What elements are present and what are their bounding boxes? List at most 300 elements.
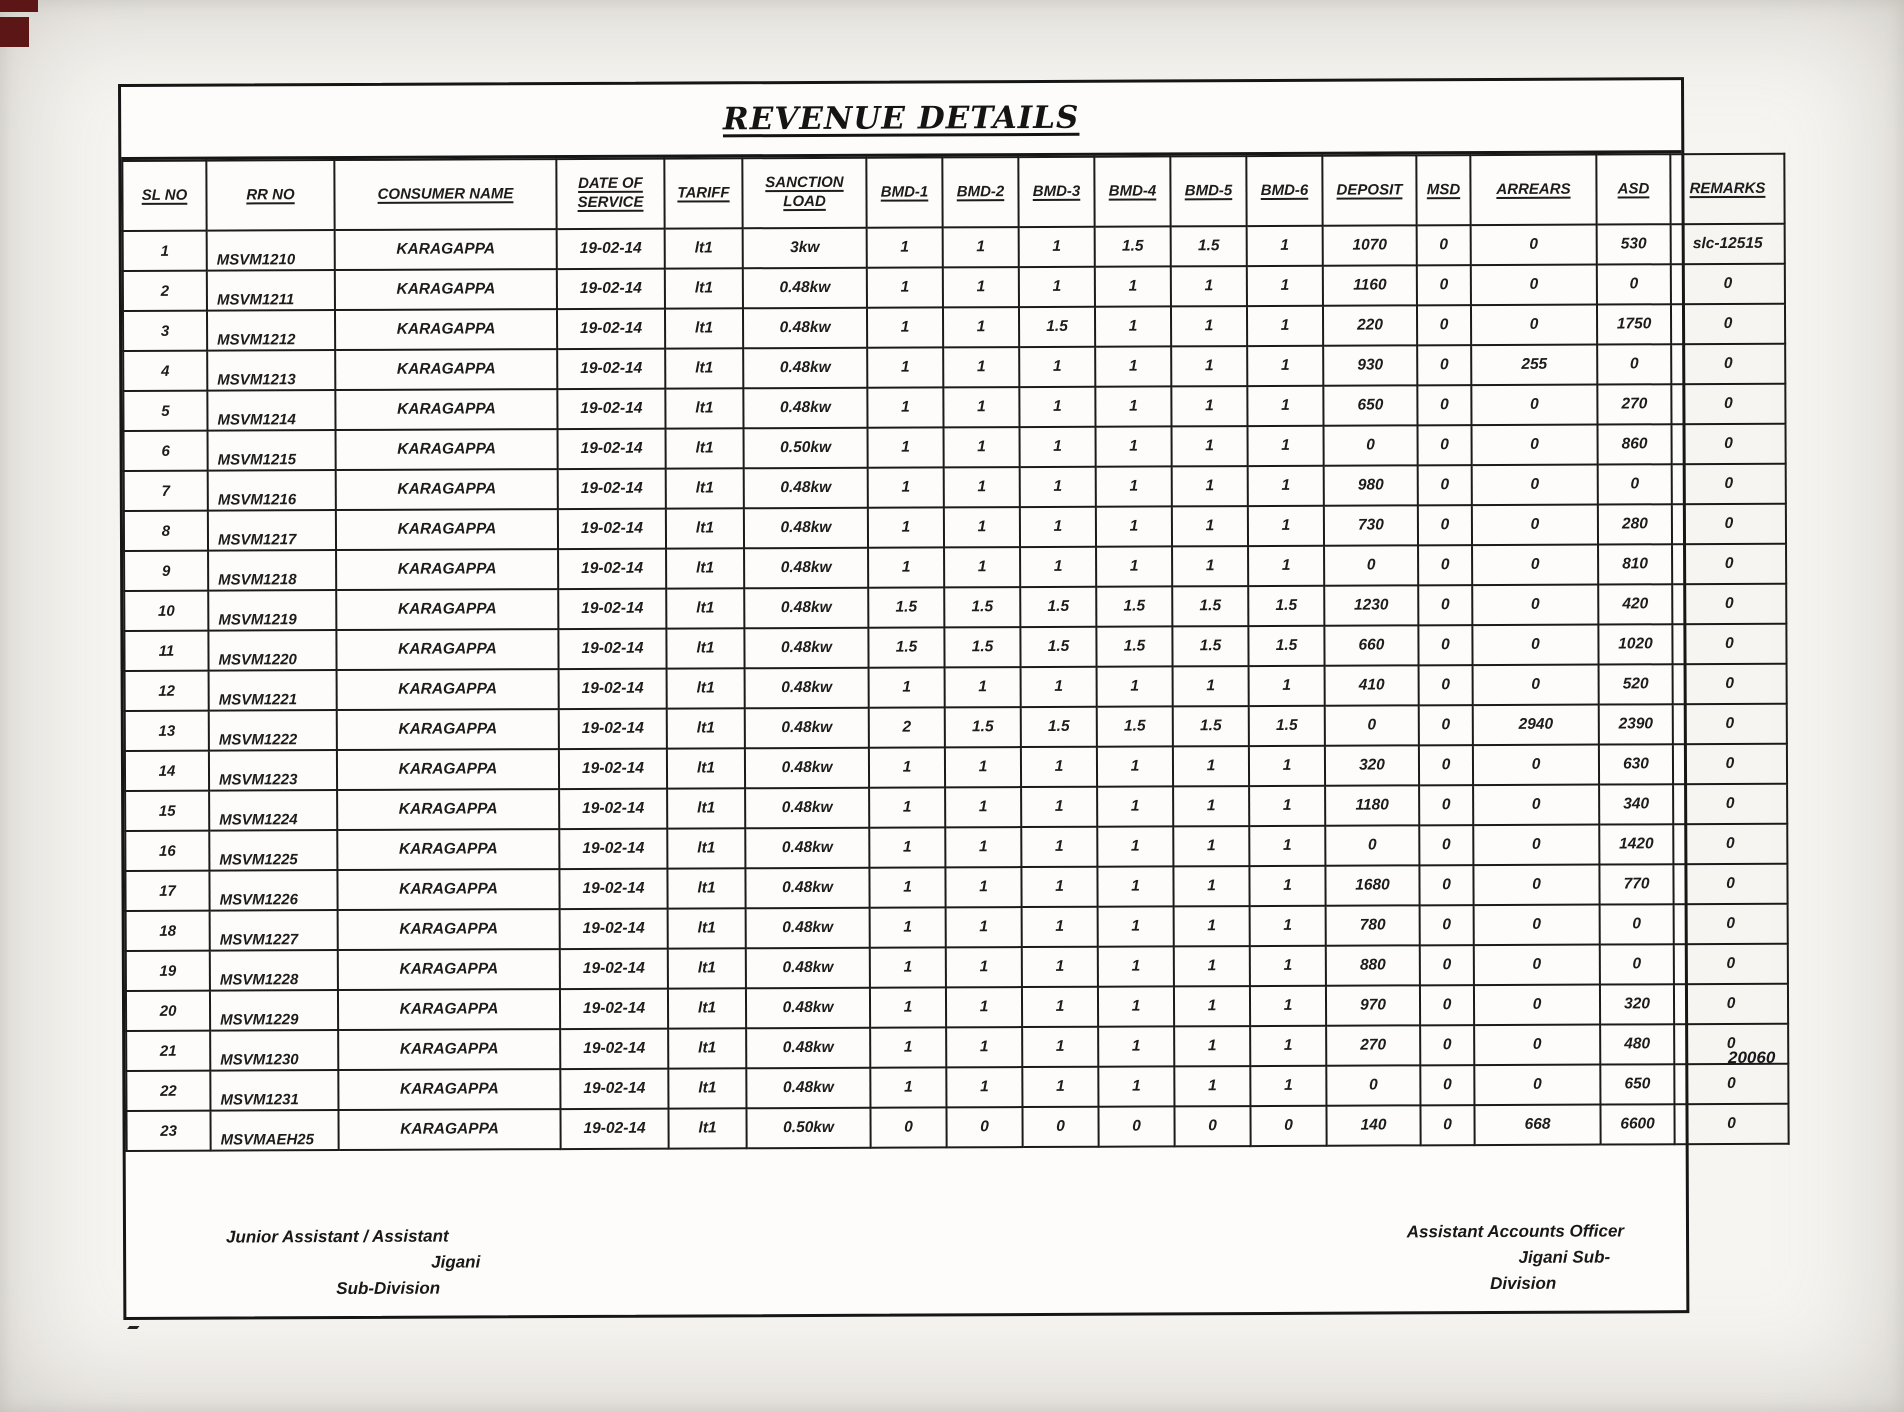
table-cell: 0 — [1419, 825, 1473, 865]
table-cell: 1 — [870, 907, 946, 947]
table-cell: 0 — [1600, 944, 1674, 984]
binding-mark-icon — [0, 0, 38, 12]
table-cell: 13 — [125, 711, 209, 751]
table-cell: 0 — [1174, 1106, 1250, 1146]
table-cell: MSVM1211 — [207, 270, 335, 311]
table-cell: 1 — [943, 307, 1019, 347]
table-cell: lt1 — [665, 388, 743, 428]
column-header: SANCTION LOAD — [742, 158, 866, 229]
table-cell: 0 — [1474, 905, 1600, 946]
table-cell: MSVM1228 — [210, 950, 338, 991]
table-cell: 1 — [1174, 1066, 1250, 1106]
table-cell: 1.5 — [1096, 586, 1172, 626]
table-cell: 0.48kw — [743, 268, 867, 309]
table-cell: 0.48kw — [745, 708, 869, 749]
table-cell: 1 — [1250, 1066, 1326, 1106]
table-cell: 1 — [943, 387, 1019, 427]
table-cell: 19-02-14 — [559, 669, 667, 709]
table-cell: 0 — [1419, 785, 1473, 825]
table-cell: 0.48kw — [746, 1068, 870, 1109]
table-cell: 1230 — [1324, 585, 1418, 625]
table-cell: 140 — [1326, 1105, 1420, 1145]
table-cell: 1 — [1249, 866, 1325, 906]
table-cell: 1 — [1021, 667, 1097, 707]
table-cell: 1 — [1247, 346, 1323, 386]
table-cell: MSVM1230 — [210, 1030, 338, 1071]
table-cell: 0 — [1419, 865, 1473, 905]
table-cell: 19-02-14 — [560, 1069, 668, 1109]
table-cell: 1 — [1247, 306, 1323, 346]
table-cell: 0 — [1417, 305, 1471, 345]
table-cell: 0 — [1673, 664, 1787, 704]
table-cell: 1 — [946, 907, 1022, 947]
table-cell: 0 — [1324, 545, 1418, 585]
table-cell: 0 — [1673, 864, 1787, 904]
table-cell: 0 — [1417, 265, 1471, 305]
table-cell: lt1 — [666, 548, 744, 588]
table-cell: 0 — [1472, 465, 1598, 506]
table-cell: 730 — [1324, 505, 1418, 545]
table-cell: 0 — [1674, 1024, 1788, 1064]
table-cell: 19-02-14 — [560, 989, 668, 1029]
table-cell: 1 — [1172, 426, 1248, 466]
table-cell: 19-02-14 — [559, 789, 667, 829]
table-cell: MSVM1225 — [209, 830, 337, 871]
table-cell: 780 — [1326, 905, 1420, 945]
table-cell: 5 — [123, 391, 207, 431]
table-cell: lt1 — [667, 748, 745, 788]
table-cell: KARAGAPPA — [338, 949, 560, 990]
table-cell: 1 — [1250, 946, 1326, 986]
table-cell: 19-02-14 — [558, 429, 666, 469]
table-cell: 1.5 — [1171, 226, 1247, 266]
table-cell: 1 — [1173, 666, 1249, 706]
column-header: BMD-4 — [1094, 156, 1170, 226]
table-cell: 1 — [1020, 547, 1096, 587]
table-cell: MSVM1217 — [208, 510, 336, 551]
table-cell: 11 — [124, 631, 208, 671]
table-cell: lt1 — [667, 828, 745, 868]
table-cell: 1 — [946, 987, 1022, 1027]
table-cell: 18 — [126, 911, 210, 951]
table-cell: 480 — [1600, 1024, 1674, 1064]
table-cell: 1 — [1250, 1026, 1326, 1066]
table-cell: 1 — [869, 827, 945, 867]
pen-tick-mark — [127, 1322, 143, 1329]
table-cell: 12 — [125, 671, 209, 711]
table-cell: 0 — [1471, 305, 1597, 346]
signature-place-right: Jigani Sub- — [1518, 1247, 1611, 1267]
table-cell: 0 — [1674, 984, 1788, 1024]
table-cell: 970 — [1326, 985, 1420, 1025]
table-cell: 1 — [1249, 786, 1325, 826]
table-cell: 1 — [1173, 826, 1249, 866]
table-cell: 0 — [1418, 465, 1472, 505]
revenue-table — [121, 153, 1789, 1152]
table-cell: lt1 — [665, 348, 743, 388]
table-cell: 1 — [1247, 386, 1323, 426]
table-cell: 650 — [1600, 1064, 1674, 1104]
table-cell: 1.5 — [1173, 706, 1249, 746]
table-cell: lt1 — [668, 908, 746, 948]
table-cell: KARAGAPPA — [336, 429, 558, 470]
table-cell: 1 — [867, 307, 943, 347]
signature-block-right — [1344, 1218, 1624, 1297]
table-cell: 0 — [1673, 784, 1787, 824]
table-cell: 1 — [1019, 267, 1095, 307]
table-cell: 1.5 — [1172, 586, 1248, 626]
table-cell: MSVM1215 — [208, 430, 336, 471]
column-header: RR NO — [206, 160, 334, 231]
table-cell: 0.48kw — [743, 308, 867, 349]
table-cell: 0 — [1472, 505, 1598, 546]
table-cell: 6600 — [1600, 1104, 1674, 1144]
table-cell: KARAGAPPA — [337, 869, 559, 910]
table-cell: 19-02-14 — [558, 549, 666, 589]
column-header: BMD-2 — [942, 157, 1018, 227]
table-cell: 0.48kw — [746, 1028, 870, 1069]
table-cell: MSVM1220 — [208, 630, 336, 671]
table-cell: KARAGAPPA — [336, 589, 558, 630]
table-cell: 19-02-14 — [559, 709, 667, 749]
table-cell: 0 — [1419, 705, 1473, 745]
signature-title-right: Assistant Accounts Officer — [1406, 1221, 1625, 1242]
table-cell: 22 — [126, 1071, 210, 1111]
table-cell: MSVM1229 — [210, 990, 338, 1031]
table-cell: 1 — [1250, 906, 1326, 946]
table-cell: 0.48kw — [743, 388, 867, 429]
table-cell: lt1 — [668, 948, 746, 988]
table-cell: 0 — [1418, 425, 1472, 465]
table-cell: KARAGAPPA — [336, 509, 558, 550]
table-cell: 0 — [1600, 904, 1674, 944]
table-cell: 1 — [1022, 987, 1098, 1027]
table-cell: 1 — [1173, 866, 1249, 906]
table-cell: 1 — [1173, 746, 1249, 786]
table-cell: 1 — [1098, 986, 1174, 1026]
table-cell: MSVM1212 — [207, 310, 335, 351]
table-cell: lt1 — [668, 1108, 746, 1148]
table-cell: lt1 — [667, 708, 745, 748]
table-cell: 4 — [123, 351, 207, 391]
table-cell: 1.5 — [1248, 626, 1324, 666]
table-cell: 1 — [1021, 827, 1097, 867]
table-cell: 19-02-14 — [557, 389, 665, 429]
table-cell: 0 — [1671, 304, 1785, 344]
table-cell: 1 — [945, 667, 1021, 707]
table-cell: 1.5 — [1020, 627, 1096, 667]
table-cell: 1.5 — [1095, 226, 1171, 266]
table-cell: 0 — [1326, 1065, 1420, 1105]
table-cell: MSVM1224 — [209, 790, 337, 831]
table-cell: 1 — [1174, 986, 1250, 1026]
table-cell: 17 — [125, 871, 209, 911]
table-cell: 2390 — [1599, 704, 1673, 744]
table-cell: 0 — [1672, 544, 1786, 584]
table-cell: 270 — [1326, 1025, 1420, 1065]
table-cell: 0 — [1672, 464, 1786, 504]
table-cell: 280 — [1598, 504, 1672, 544]
table-cell: 1.5 — [944, 627, 1020, 667]
table-cell: 0.50kw — [744, 428, 868, 469]
table-cell: KARAGAPPA — [338, 989, 560, 1030]
table-cell: 320 — [1600, 984, 1674, 1024]
table-cell: 0 — [1418, 625, 1472, 665]
page-title: REVENUE DETAILS — [722, 99, 1080, 138]
table-cell: 1 — [1173, 786, 1249, 826]
table-cell: 21 — [126, 1031, 210, 1071]
table-cell: lt1 — [666, 508, 744, 548]
table-cell: 0.48kw — [745, 828, 869, 869]
table-cell: 8 — [124, 511, 208, 551]
table-cell: 1 — [1174, 946, 1250, 986]
table-cell: 1 — [867, 267, 943, 307]
table-cell: 1 — [867, 227, 943, 267]
table-cell: 0 — [1325, 825, 1419, 865]
table-cell: 0.48kw — [745, 668, 869, 709]
table-cell: 1 — [1171, 306, 1247, 346]
column-header: BMD-3 — [1018, 157, 1094, 227]
table-cell: 0 — [1474, 1065, 1600, 1106]
table-cell: 1 — [1096, 426, 1172, 466]
table-cell: MSVM1227 — [210, 910, 338, 951]
column-header: DATE OF SERVICE — [556, 159, 664, 229]
table-cell: 19-02-14 — [558, 509, 666, 549]
table-cell: 1 — [1022, 1067, 1098, 1107]
table-cell: 860 — [1598, 424, 1672, 464]
table-cell: KARAGAPPA — [338, 1069, 560, 1110]
table-cell: 0 — [1472, 585, 1598, 626]
table-cell: 10 — [124, 591, 208, 631]
table-cell: 3 — [123, 311, 207, 351]
table-cell: 1.5 — [1172, 626, 1248, 666]
table-cell: MSVM1214 — [207, 390, 335, 431]
table-cell: 19-02-14 — [557, 309, 665, 349]
table-cell: 1 — [1248, 466, 1324, 506]
table-cell: 0 — [1418, 585, 1472, 625]
table-cell: 0 — [1597, 344, 1671, 384]
table-cell: 0 — [1673, 824, 1787, 864]
table-cell: 19-02-14 — [560, 949, 668, 989]
table-cell: 0 — [1472, 625, 1598, 666]
table-cell: 0 — [1473, 745, 1599, 786]
table-cell: 0 — [1471, 225, 1597, 266]
column-header: SL NO — [122, 161, 206, 231]
table-cell: 1 — [944, 427, 1020, 467]
table-cell: 0 — [1420, 945, 1474, 985]
table-cell: KARAGAPPA — [337, 749, 559, 790]
table-cell: 23 — [126, 1111, 210, 1151]
table-cell: 0 — [1473, 665, 1599, 706]
table-cell: 1.5 — [1020, 587, 1096, 627]
table-cell: 1 — [943, 347, 1019, 387]
table-cell: KARAGAPPA — [336, 629, 558, 670]
table-cell: 930 — [1323, 345, 1417, 385]
table-cell: 770 — [1599, 864, 1673, 904]
table-cell: 0 — [1420, 905, 1474, 945]
table-cell: 0 — [1420, 1105, 1474, 1145]
table-cell: 0 — [1673, 704, 1787, 744]
table-cell: 1180 — [1325, 785, 1419, 825]
table-cell: 1 — [1019, 387, 1095, 427]
table-cell: 1.5 — [944, 587, 1020, 627]
table-cell: KARAGAPPA — [335, 309, 557, 350]
table-cell: 0 — [1250, 1106, 1326, 1146]
table-cell: 0 — [1672, 584, 1786, 624]
table-cell: lt1 — [665, 268, 743, 308]
table-cell: 1 — [1097, 786, 1173, 826]
table-cell: 1 — [945, 867, 1021, 907]
table-cell: lt1 — [666, 468, 744, 508]
table-cell: 0.48kw — [744, 588, 868, 629]
table-cell: MSVM1218 — [208, 550, 336, 591]
signature-title-left: Junior Assistant / Assistant — [225, 1226, 449, 1247]
table-cell: KARAGAPPA — [335, 229, 557, 270]
table-cell: 2 — [869, 707, 945, 747]
table-cell: 0 — [1671, 264, 1785, 304]
table-cell: 0 — [1418, 505, 1472, 545]
table-cell: 19-02-14 — [557, 269, 665, 309]
table-cell: KARAGAPPA — [336, 469, 558, 510]
table-cell: 0 — [1671, 384, 1785, 424]
table-cell: 0.48kw — [744, 628, 868, 669]
table-cell: 1 — [1097, 666, 1173, 706]
table-cell: 0 — [1417, 385, 1471, 425]
table-cell: 1 — [1019, 227, 1095, 267]
table-cell: 0.48kw — [745, 868, 869, 909]
table-cell: 0 — [1671, 344, 1785, 384]
table-cell: 0.48kw — [744, 468, 868, 509]
table-cell: lt1 — [666, 428, 744, 468]
table-cell: 1 — [868, 467, 944, 507]
table-cell: 0 — [1473, 865, 1599, 906]
table-cell: 19-02-14 — [557, 349, 665, 389]
column-header: TARIFF — [664, 158, 742, 228]
table-cell: 0 — [1325, 705, 1419, 745]
table-cell: 1 — [1022, 1027, 1098, 1067]
table-cell: 270 — [1597, 384, 1671, 424]
table-cell: 650 — [1323, 385, 1417, 425]
column-header: BMD-1 — [866, 157, 942, 227]
column-header: BMD-6 — [1246, 156, 1322, 226]
table-cell: MSVM1222 — [209, 710, 337, 751]
table-cell: 0 — [1474, 985, 1600, 1026]
table-cell: MSVM1223 — [209, 750, 337, 791]
table-cell: 1420 — [1599, 824, 1673, 864]
table-cell: 1 — [1249, 666, 1325, 706]
table-cell: 1 — [945, 827, 1021, 867]
table-cell: 1 — [1095, 346, 1171, 386]
table-cell: 0 — [1672, 624, 1786, 664]
table-cell: 1 — [1020, 427, 1096, 467]
table-cell: 1 — [1095, 266, 1171, 306]
signature-division-right: Division — [1490, 1273, 1557, 1294]
table-cell: 1 — [1097, 866, 1173, 906]
table-cell: 14 — [125, 751, 209, 791]
column-header: ASD — [1596, 154, 1670, 224]
table-cell: 1 — [1174, 1026, 1250, 1066]
table-cell: 1.5 — [1248, 586, 1324, 626]
table-cell: 1.5 — [1097, 706, 1173, 746]
table-cell: 668 — [1474, 1105, 1600, 1146]
table-cell: 1 — [1098, 1066, 1174, 1106]
table-cell: 19-02-14 — [557, 229, 665, 269]
table-cell: 1 — [1171, 346, 1247, 386]
table-cell: 0 — [1674, 1064, 1788, 1104]
table-cell: 0 — [1672, 504, 1786, 544]
table-cell: MSVM1226 — [209, 870, 337, 911]
table-cell: 0 — [1473, 825, 1599, 866]
handwritten-total-note: 20060 — [1728, 1048, 1776, 1067]
table-cell: 1 — [869, 867, 945, 907]
table-cell: 0 — [1022, 1107, 1098, 1147]
table-cell: 1 — [870, 1067, 946, 1107]
table-head — [122, 154, 1784, 231]
table-cell: 0 — [1098, 1106, 1174, 1146]
table-cell: 0 — [1420, 985, 1474, 1025]
table-cell: 1.5 — [868, 627, 944, 667]
table-cell: 0 — [1674, 944, 1788, 984]
table-cell: KARAGAPPA — [337, 669, 559, 710]
table-row — [126, 1104, 1788, 1151]
table-cell: 1 — [1096, 466, 1172, 506]
table-cell: 19-02-14 — [560, 1029, 668, 1069]
table-cell: KARAGAPPA — [335, 389, 557, 430]
table-cell: 1 — [946, 1067, 1022, 1107]
table-cell: 0 — [1474, 945, 1600, 986]
table-cell: MSVM1219 — [208, 590, 336, 631]
table-cell: 0 — [1597, 264, 1671, 304]
table-cell: 19-02-14 — [558, 629, 666, 669]
table-cell: 19-02-14 — [558, 469, 666, 509]
table-cell: 0 — [1473, 785, 1599, 826]
table-cell: lt1 — [665, 308, 743, 348]
table-cell: 0 — [1417, 345, 1471, 385]
table-cell: MSVM1221 — [209, 670, 337, 711]
table-cell: 1 — [869, 667, 945, 707]
table-cell: lt1 — [665, 228, 743, 268]
signature-division-left: Sub-Division — [336, 1278, 441, 1299]
table-cell: 7 — [124, 471, 208, 511]
table-cell: 1 — [1174, 906, 1250, 946]
table-cell: 0 — [946, 1107, 1022, 1147]
table-cell: 1 — [870, 1027, 946, 1067]
table-cell: 1 — [946, 947, 1022, 987]
table-cell: 1 — [943, 227, 1019, 267]
table-cell: 1 — [1021, 747, 1097, 787]
table-cell: 1 — [1171, 386, 1247, 426]
table-cell: 1 — [943, 267, 1019, 307]
table-cell: 0 — [870, 1107, 946, 1147]
table-cell: 19-02-14 — [560, 1109, 668, 1149]
table-cell: 0.48kw — [744, 508, 868, 549]
table-cell: 1 — [1250, 986, 1326, 1026]
table-cell: 1070 — [1323, 225, 1417, 265]
table-cell: 1 — [1021, 787, 1097, 827]
table-cell: 1 — [1172, 506, 1248, 546]
table-cell: KARAGAPPA — [337, 829, 559, 870]
table-cell: KARAGAPPA — [337, 709, 559, 750]
table-cell: 19-02-14 — [559, 749, 667, 789]
table-cell: 0 — [1673, 744, 1787, 784]
table-cell: 1 — [1249, 746, 1325, 786]
table-body — [123, 224, 1789, 1151]
table-cell: MSVMAEH25 — [210, 1110, 338, 1151]
table-cell: 0 — [1471, 265, 1597, 306]
table-cell: 19 — [126, 951, 210, 991]
table-cell: 1020 — [1598, 624, 1672, 664]
table-cell: 1 — [1097, 746, 1173, 786]
